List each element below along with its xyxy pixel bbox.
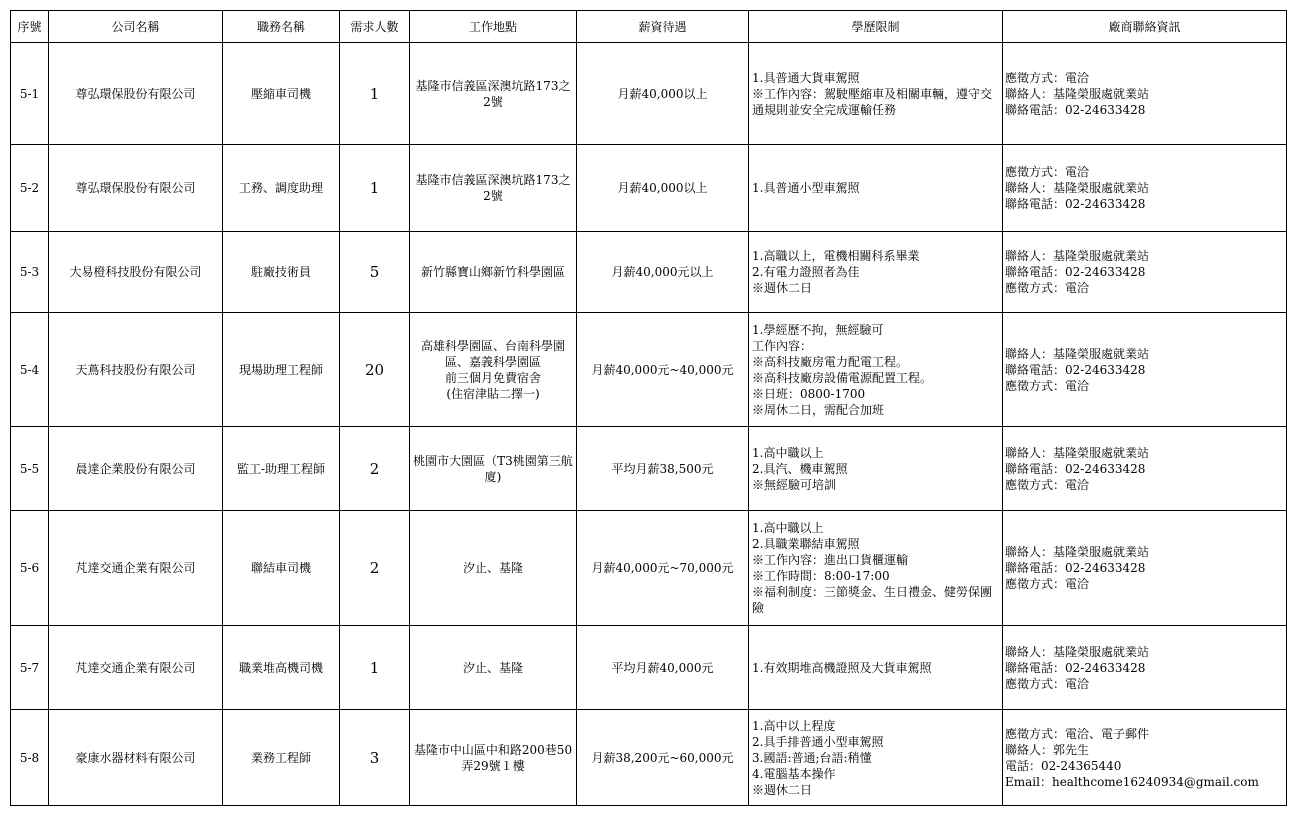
contact-info: 聯絡人：基隆榮服處就業站 聯絡電話：02-24633428 應徵方式：電洽 — [1003, 232, 1287, 313]
table-row — [11, 511, 1287, 626]
work-location: 桃園市大園區（T3桃園第三航廈) — [410, 427, 577, 511]
company-name: 豪康水器材料有限公司 — [49, 710, 223, 806]
salary: 平均月薪40,000元 — [577, 626, 749, 710]
job-listing-table — [10, 10, 1287, 806]
header-id: 序號 — [11, 11, 49, 43]
job-title: 駐廠技術員 — [223, 232, 340, 313]
contact-info: 應徵方式：電洽 聯絡人：基隆榮服處就業站 聯絡電話：02-24633428 — [1003, 145, 1287, 232]
job-title: 工務、調度助理 — [223, 145, 340, 232]
header-row — [11, 11, 1287, 43]
table-row — [11, 710, 1287, 806]
job-title: 現場助理工程師 — [223, 313, 340, 427]
header-requirements: 學歷限制 — [749, 11, 1003, 43]
company-name: 天蔦科技股份有限公司 — [49, 313, 223, 427]
row-id: 5-4 — [11, 313, 49, 427]
company-name: 尊弘環保股份有限公司 — [49, 43, 223, 145]
contact-info: 聯絡人：基隆榮服處就業站 聯絡電話：02-24633428 應徵方式：電洽 — [1003, 626, 1287, 710]
contact-info: 聯絡人：基隆榮服處就業站 聯絡電話：02-24633428 應徵方式：電洽 — [1003, 313, 1287, 427]
row-id: 5-2 — [11, 145, 49, 232]
requirements: 1.高中職以上 2.具汽、機車駕照 ※無經驗可培訓 — [749, 427, 1003, 511]
contact-info: 應徵方式：電洽 聯絡人：基隆榮服處就業站 聯絡電話：02-24633428 — [1003, 43, 1287, 145]
job-title: 職業堆高機司機 — [223, 626, 340, 710]
requirements: 1.高中職以上 2.具職業聯結車駕照 ※工作內容：進出口貨櫃運輸 ※工作時間：8:00-17:00 ※福利制度：三節獎金、生日禮金、健勞保團險 — [749, 511, 1003, 626]
contact-info: 聯絡人：基隆榮服處就業站 聯絡電話：02-24633428 應徵方式：電洽 — [1003, 511, 1287, 626]
work-location: 汐止、基隆 — [410, 626, 577, 710]
table-row — [11, 626, 1287, 710]
table-row — [11, 145, 1287, 232]
contact-info: 聯絡人：基隆榮服處就業站 聯絡電話：02-24633428 應徵方式：電洽 — [1003, 427, 1287, 511]
row-id: 5-3 — [11, 232, 49, 313]
job-title: 監工-助理工程師 — [223, 427, 340, 511]
header-salary: 薪資待遇 — [577, 11, 749, 43]
requirements: 1.學經歷不拘，無經驗可 工作內容： ※高科技廠房電力配電工程。 ※高科技廠房設備電源配置工程。 ※日班：0800-1700 ※周休二日，需配合加班 — [749, 313, 1003, 427]
table-row — [11, 427, 1287, 511]
work-location: 汐止、基隆 — [410, 511, 577, 626]
headcount: 20 — [340, 313, 410, 427]
header-job: 職務名稱 — [223, 11, 340, 43]
work-location: 基隆市信義區深澳坑路173之2號 — [410, 43, 577, 145]
company-name: 晨達企業股份有限公司 — [49, 427, 223, 511]
work-location: 基隆市中山區中和路200巷50弄29號１樓 — [410, 710, 577, 806]
headcount: 5 — [340, 232, 410, 313]
requirements: 1.具普通大貨車駕照 ※工作內容：駕駛壓縮車及相關車輛，遵守交通規則並安全完成運輸任務 — [749, 43, 1003, 145]
row-id: 5-1 — [11, 43, 49, 145]
salary: 平均月薪38,500元 — [577, 427, 749, 511]
table-row — [11, 313, 1287, 427]
requirements: 1.具普通小型車駕照 — [749, 145, 1003, 232]
headcount: 1 — [340, 43, 410, 145]
salary: 月薪40,000以上 — [577, 145, 749, 232]
job-title: 業務工程師 — [223, 710, 340, 806]
salary: 月薪40,000元~70,000元 — [577, 511, 749, 626]
salary: 月薪40,000以上 — [577, 43, 749, 145]
work-location: 基隆市信義區深澳坑路173之2號 — [410, 145, 577, 232]
requirements: 1.高中以上程度 2.具手排普通小型車駕照 3.國語:普通;台語:稍懂 4.電腦基本操作 ※週休二日 — [749, 710, 1003, 806]
headcount: 1 — [340, 145, 410, 232]
header-contact: 廠商聯絡資訊 — [1003, 11, 1287, 43]
header-company: 公司名稱 — [49, 11, 223, 43]
salary: 月薪40,000元~40,000元 — [577, 313, 749, 427]
row-id: 5-8 — [11, 710, 49, 806]
row-id: 5-5 — [11, 427, 49, 511]
table-row — [11, 232, 1287, 313]
headcount: 2 — [340, 511, 410, 626]
headcount: 3 — [340, 710, 410, 806]
headcount: 2 — [340, 427, 410, 511]
header-location: 工作地點 — [410, 11, 577, 43]
row-id: 5-7 — [11, 626, 49, 710]
company-name: 芃達交通企業有限公司 — [49, 626, 223, 710]
salary: 月薪38,200元~60,000元 — [577, 710, 749, 806]
requirements: 1.有效期堆高機證照及大貨車駕照 — [749, 626, 1003, 710]
work-location: 高雄科學園區、台南科學園區、嘉義科學園區 前三個月免費宿舍 (住宿津貼二擇一) — [410, 313, 577, 427]
contact-info: 應徵方式：電洽、電子郵件 聯絡人：郭先生 電話：02-24365440 Email：healthcome16240934@gmail.com — [1003, 710, 1287, 806]
salary: 月薪40,000元以上 — [577, 232, 749, 313]
headcount: 1 — [340, 626, 410, 710]
requirements: 1.高職以上，電機相關科系畢業 2.有電力證照者為佳 ※週休二日 — [749, 232, 1003, 313]
job-title: 聯結車司機 — [223, 511, 340, 626]
table-row — [11, 43, 1287, 145]
company-name: 芃達交通企業有限公司 — [49, 511, 223, 626]
company-name: 大易橙科技股份有限公司 — [49, 232, 223, 313]
job-title: 壓縮車司機 — [223, 43, 340, 145]
company-name: 尊弘環保股份有限公司 — [49, 145, 223, 232]
header-count: 需求人數 — [340, 11, 410, 43]
work-location: 新竹縣寶山鄉新竹科學園區 — [410, 232, 577, 313]
row-id: 5-6 — [11, 511, 49, 626]
